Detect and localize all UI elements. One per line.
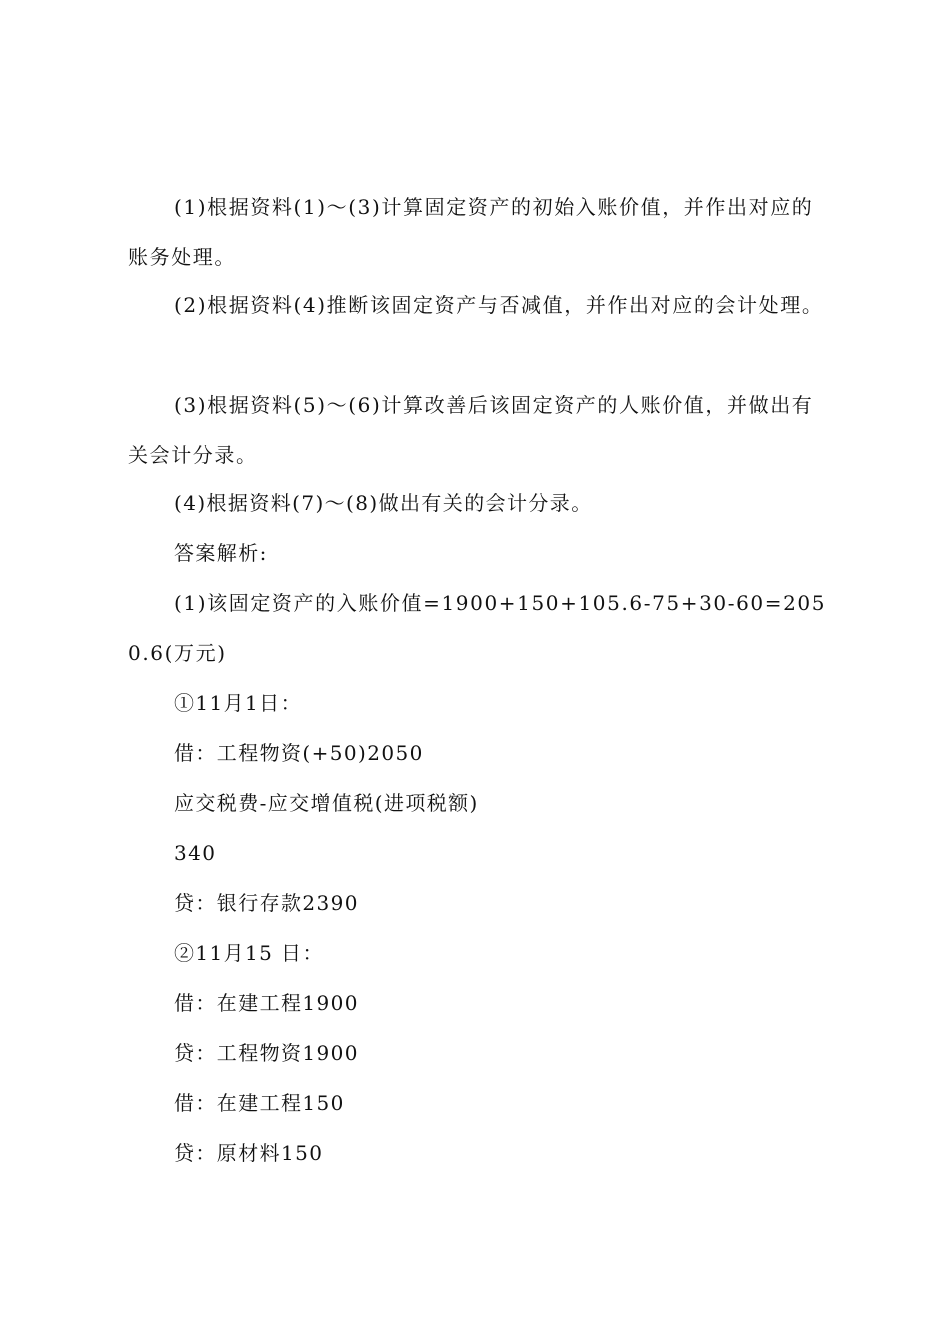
entry-debit-materials: 借：工程物资(+50)2050	[174, 741, 424, 765]
entry-credit-bank: 贷：银行存款2390	[174, 891, 359, 915]
entry-tax-amount: 340	[174, 841, 217, 865]
entry-debit-construction: 借：在建工程1900	[174, 991, 359, 1015]
entry-tax-account: 应交税费-应交增值税(进项税额)	[174, 791, 479, 815]
answer-calculation: (1)该固定资产的入账价值=1900+150+105.6-75+30-60=2050.6(万元)	[128, 591, 827, 665]
entry-date-nov-15: ②11月15 日：	[174, 941, 324, 965]
entry-credit-materials: 贷：工程物资1900	[174, 1041, 359, 1065]
question-4: (4)根据资料(7)～(8)做出有关的会计分录。	[174, 491, 593, 515]
entry-debit-construction-2: 借：在建工程150	[174, 1091, 345, 1115]
question-2: (2)根据资料(4)推断该固定资产与否减值，并作出对应的会计处理。	[174, 293, 824, 317]
answer-heading: 答案解析:	[174, 541, 268, 565]
entry-credit-raw-materials: 贷：原材料150	[174, 1141, 324, 1165]
question-1: (1)根据资料(1)～(3)计算固定资产的初始入账价值，并作出对应的账务处理。	[128, 195, 814, 269]
entry-date-nov-1: ①11月1日：	[174, 691, 302, 715]
question-3: (3)根据资料(5)～(6)计算改善后该固定资产的人账价值，并做出有关会计分录。	[128, 393, 814, 467]
